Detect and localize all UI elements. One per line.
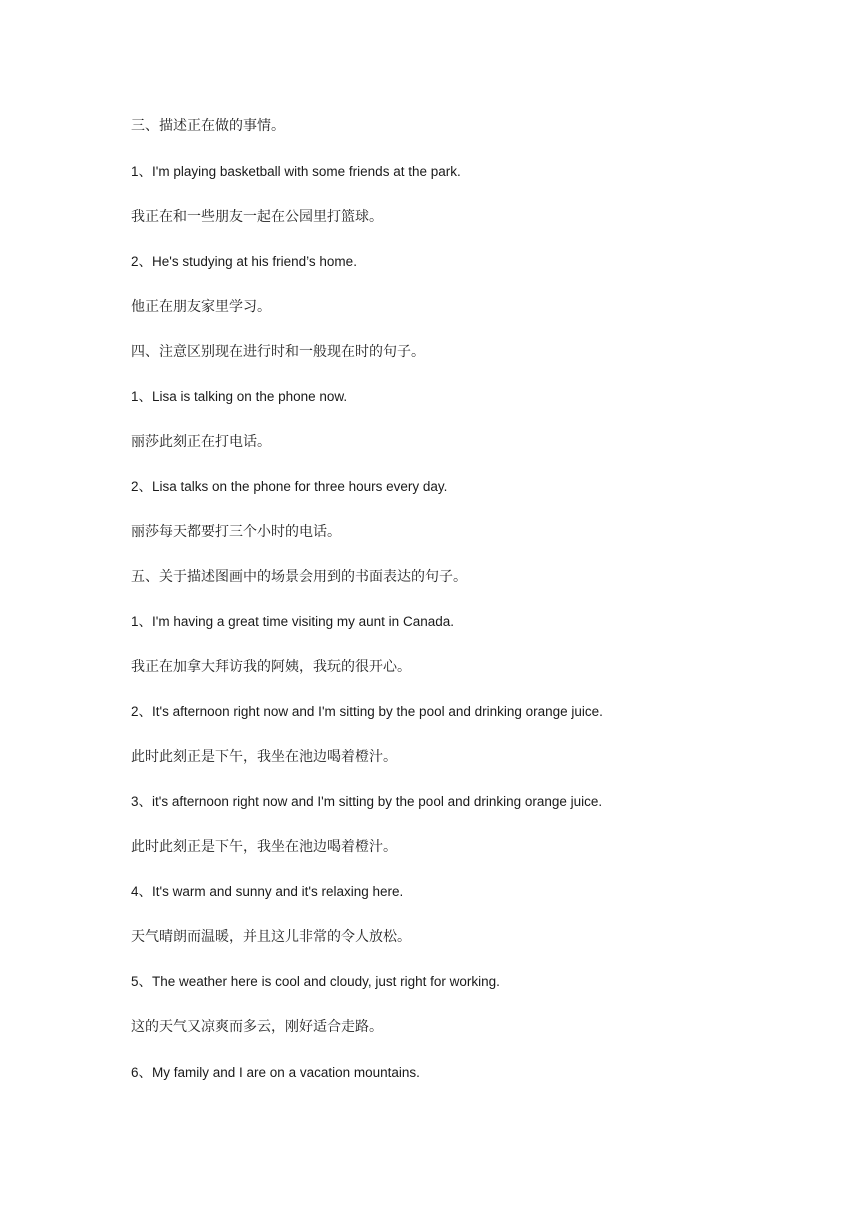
chinese-translation: 我正在加拿大拜访我的阿姨，我玩的很开心。 [131, 659, 411, 675]
section-heading-3: 三、描述正在做的事情。 [131, 118, 285, 134]
english-sentence: 2、He's studying at his friend’s home. [131, 254, 357, 269]
english-sentence: 6、My family and I are on a vacation mountains. [131, 1065, 420, 1080]
chinese-translation: 这的天气又凉爽而多云，刚好适合走路。 [131, 1019, 383, 1035]
english-sentence: 4、It's warm and sunny and it's relaxing here. [131, 884, 404, 899]
chinese-translation: 丽莎此刻正在打电话。 [131, 434, 271, 450]
english-sentence: 1、Lisa is talking on the phone now. [131, 389, 348, 404]
english-sentence: 1、I'm having a great time visiting my aunt in Canada. [131, 614, 454, 629]
chinese-translation: 他正在朋友家里学习。 [131, 299, 271, 315]
english-sentence: 3、it's afternoon right now and I'm sitting by the pool and drinking orange juice. [131, 794, 603, 809]
section-heading-5: 五、关于描述图画中的场景会用到的书面表达的句子。 [131, 569, 467, 585]
english-sentence: 2、Lisa talks on the phone for three hours every day. [131, 479, 448, 494]
english-sentence: 1、I'm playing basketball with some friends at the park. [131, 164, 461, 179]
english-sentence: 2、It's afternoon right now and I'm sitting by the pool and drinking orange juice. [131, 704, 603, 719]
section-heading-4: 四、注意区别现在进行时和一般现在时的句子。 [131, 344, 425, 360]
chinese-translation: 我正在和一些朋友一起在公园里打篮球。 [131, 209, 383, 225]
chinese-translation: 天气晴朗而温暖，并且这儿非常的令人放松。 [131, 929, 411, 945]
chinese-translation: 此时此刻正是下午，我坐在池边喝着橙汁。 [131, 839, 397, 855]
chinese-translation: 此时此刻正是下午，我坐在池边喝着橙汁。 [131, 749, 397, 765]
english-sentence: 5、The weather here is cool and cloudy, just right for working. [131, 974, 500, 989]
chinese-translation: 丽莎每天都要打三个小时的电话。 [131, 524, 341, 540]
